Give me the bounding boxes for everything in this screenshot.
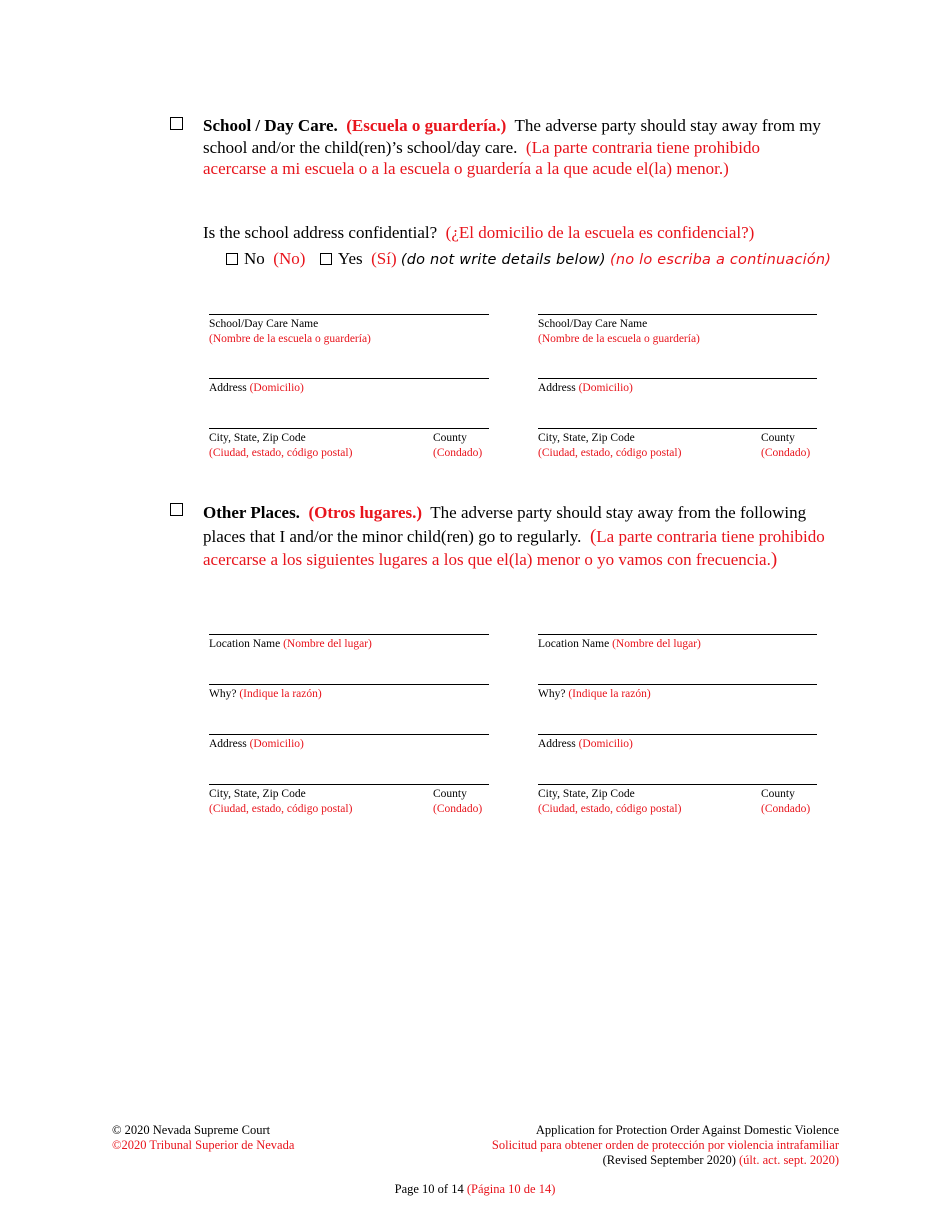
school1-city-line[interactable] xyxy=(209,428,489,429)
school2-address-es: (Domicilio) xyxy=(578,382,633,394)
school1-city-label xyxy=(209,431,352,460)
school1-address-label xyxy=(209,381,304,396)
school2-county-es: (Condado) xyxy=(761,446,811,459)
place1-county-en: County xyxy=(433,788,467,800)
place2-address-en: Address xyxy=(538,738,576,750)
school-daycare-checkbox[interactable] xyxy=(170,117,183,130)
footer-form-title xyxy=(430,1123,839,1168)
place2-address-label xyxy=(538,737,633,752)
page-number xyxy=(0,1182,950,1197)
place2-why-es: (Indique la razón) xyxy=(568,688,651,700)
place1-location-en: Location Name xyxy=(209,638,281,650)
school-title-en: School / Day Care. xyxy=(203,116,338,135)
place2-location-label xyxy=(538,637,701,652)
place2-city-es: (Ciudad, estado, código postal) xyxy=(538,802,682,815)
yes-label-en: Yes xyxy=(337,249,363,268)
footer-copyright xyxy=(112,1123,294,1153)
school1-name-label xyxy=(209,317,371,346)
other-desc-es-open: ( xyxy=(589,525,597,547)
other-places-checkbox[interactable] xyxy=(170,503,183,516)
confidential-q-es: (¿El domicilio de la escuela es confidencial?) xyxy=(445,223,755,242)
place2-county-en: County xyxy=(761,788,795,800)
place1-city-label xyxy=(209,787,352,816)
place2-city-line[interactable] xyxy=(538,784,817,785)
form-title-es: Solicitud para obtener orden de protección por violencia intrafamiliar xyxy=(491,1138,839,1152)
place2-address-line[interactable] xyxy=(538,734,817,735)
other-desc-es: La parte contraria tiene prohibido acercarse a los siguientes lugares a los que el(la) menor o yo vamos con frecuencia. xyxy=(203,526,825,569)
place1-why-es: (Indique la razón) xyxy=(239,688,322,700)
place1-city-line[interactable] xyxy=(209,784,489,785)
place2-why-en: Why? xyxy=(538,688,566,700)
place2-why-label xyxy=(538,687,651,702)
page-en: Page 10 of 14 xyxy=(394,1182,464,1196)
place1-city-en: City, State, Zip Code xyxy=(209,788,306,800)
school2-city-line[interactable] xyxy=(538,428,817,429)
school1-name-line[interactable] xyxy=(209,314,489,315)
other-desc-en: The adverse party should stay away from the following places that I and/or the minor child(ren) go to regularly. xyxy=(203,503,807,546)
place2-county-es: (Condado) xyxy=(761,802,811,815)
school-desc-en: The adverse party should stay away from my school and/or the child(ren)’s school/day care. xyxy=(203,116,821,157)
confidential-question xyxy=(203,222,843,244)
school2-address-label xyxy=(538,381,633,396)
school2-name-es: (Nombre de la escuela o guardería) xyxy=(538,332,700,345)
place2-location-line[interactable] xyxy=(538,634,817,635)
other-title-en: Other Places. xyxy=(203,503,300,522)
other-title-es: (Otros lugares.) xyxy=(308,503,423,522)
school2-address-en: Address xyxy=(538,382,576,394)
note-es: (no lo escriba a continuación) xyxy=(609,252,832,268)
school2-name-line[interactable] xyxy=(538,314,817,315)
school1-name-es: (Nombre de la escuela o guardería) xyxy=(209,332,371,345)
place2-county-label xyxy=(761,787,810,816)
confidential-options xyxy=(226,248,906,272)
school2-county-en: County xyxy=(761,432,795,444)
place1-county-es: (Condado) xyxy=(433,802,483,815)
school1-address-es: (Domicilio) xyxy=(249,382,304,394)
other-desc-es-close: ) xyxy=(770,549,778,570)
place2-city-en: City, State, Zip Code xyxy=(538,788,635,800)
note-en: (do not write details below) xyxy=(400,252,606,268)
school1-name-en: School/Day Care Name xyxy=(209,318,319,330)
place1-location-line[interactable] xyxy=(209,634,489,635)
school2-name-label xyxy=(538,317,700,346)
no-label-en: No xyxy=(244,249,265,268)
place1-address-es: (Domicilio) xyxy=(249,738,304,750)
revised-en: (Revised September 2020) xyxy=(602,1153,736,1167)
place1-location-label xyxy=(209,637,372,652)
school1-city-en: City, State, Zip Code xyxy=(209,432,306,444)
place1-why-en: Why? xyxy=(209,688,237,700)
place1-address-en: Address xyxy=(209,738,247,750)
school2-name-en: School/Day Care Name xyxy=(538,318,648,330)
place1-county-label xyxy=(433,787,482,816)
other-places-paragraph xyxy=(203,501,833,572)
place1-location-es: (Nombre del lugar) xyxy=(283,638,372,650)
school2-city-en: City, State, Zip Code xyxy=(538,432,635,444)
confidential-q-en: Is the school address confidential? xyxy=(203,223,438,242)
revised-line xyxy=(430,1153,839,1168)
school1-city-es: (Ciudad, estado, código postal) xyxy=(209,446,353,459)
place2-city-label xyxy=(538,787,681,816)
place1-why-line[interactable] xyxy=(209,684,489,685)
school1-address-line[interactable] xyxy=(209,378,489,379)
school1-address-en: Address xyxy=(209,382,247,394)
school2-city-es: (Ciudad, estado, código postal) xyxy=(538,446,682,459)
place1-address-label xyxy=(209,737,304,752)
place1-address-line[interactable] xyxy=(209,734,489,735)
confidential-yes-checkbox[interactable] xyxy=(320,253,332,265)
school1-county-en: County xyxy=(433,432,467,444)
school-title-es: (Escuela o guardería.) xyxy=(346,116,507,135)
school2-county-label xyxy=(761,431,810,460)
copyright-en: © 2020 Nevada Supreme Court xyxy=(112,1123,271,1137)
revised-es: (últ. act. sept. 2020) xyxy=(739,1153,839,1167)
place2-location-en: Location Name xyxy=(538,638,610,650)
school1-county-label xyxy=(433,431,482,460)
place2-location-es: (Nombre del lugar) xyxy=(612,638,701,650)
form-title-en: Application for Protection Order Against Domestic Violence xyxy=(535,1123,839,1137)
page-es: (Página 10 de 14) xyxy=(466,1182,556,1196)
place2-why-line[interactable] xyxy=(538,684,817,685)
school-daycare-paragraph xyxy=(203,115,823,180)
no-label-es: (No) xyxy=(273,249,306,268)
school-desc-es: (La parte contraria tiene prohibido acercarse a mi escuela o a la escuela o guardería a la que acude el(la) menor.) xyxy=(203,137,761,178)
place1-city-es: (Ciudad, estado, código postal) xyxy=(209,802,353,815)
copyright-es: ©2020 Tribunal Superior de Nevada xyxy=(112,1138,295,1152)
school1-county-es: (Condado) xyxy=(433,446,483,459)
yes-label-es: (Sí) xyxy=(371,249,397,268)
place2-address-es: (Domicilio) xyxy=(578,738,633,750)
school2-address-line[interactable] xyxy=(538,378,817,379)
confidential-no-checkbox[interactable] xyxy=(226,253,238,265)
school2-city-label xyxy=(538,431,681,460)
place1-why-label xyxy=(209,687,322,702)
